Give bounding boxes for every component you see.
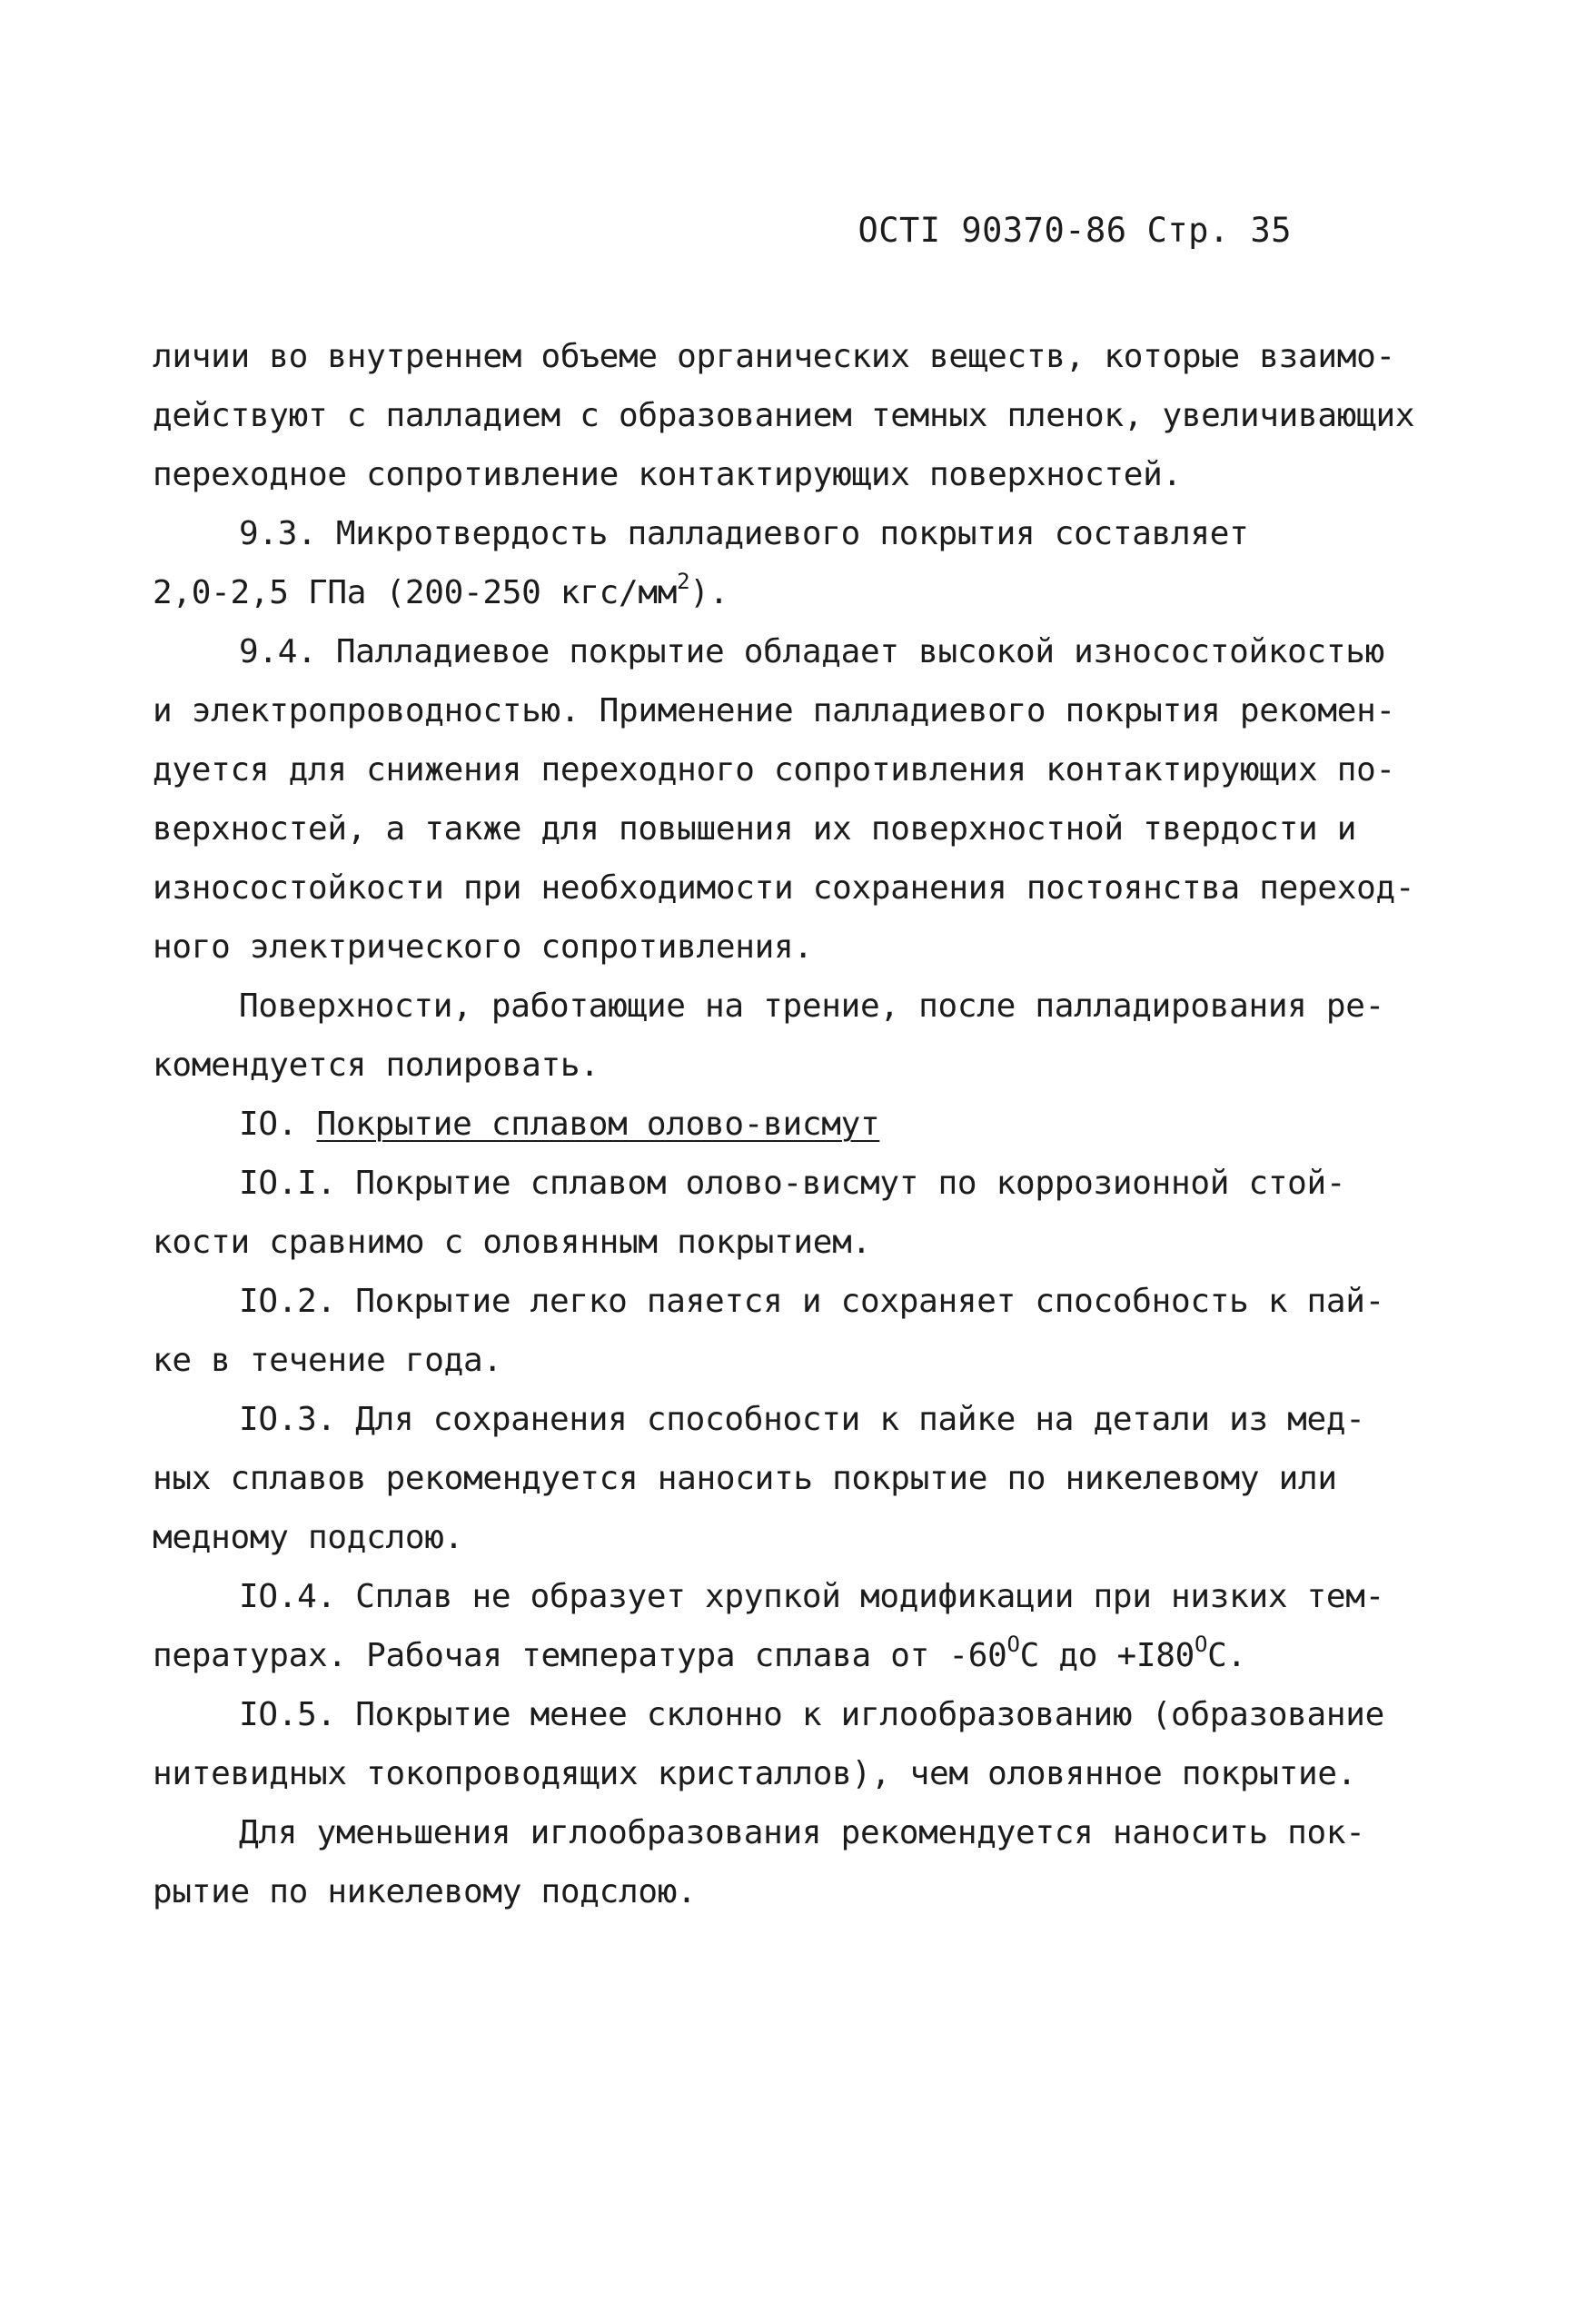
text-line: верхностей, а также для повышения их поверхностной твердости и bbox=[153, 810, 1357, 848]
page-header bbox=[857, 211, 1292, 250]
paragraph-10-1: IO.I. Покрытие сплавом олово-висмут по коррозионной стой- bbox=[239, 1165, 1346, 1202]
text-line: ного электрического сопротивления. bbox=[153, 928, 813, 966]
text-line: износостойкости при необходимости сохранения постоянства переход- bbox=[153, 869, 1415, 907]
section-title: Покрытие сплавом олово-висмут bbox=[316, 1106, 880, 1143]
paragraph-9-4: 9.4. Палладиевое покрытие обладает высокой износостойкостью bbox=[239, 633, 1385, 670]
section-heading-10 bbox=[153, 1095, 1370, 1154]
paragraph-10-5: IO.5. Покрытие менее склонно к иглообразованию (образование bbox=[239, 1696, 1385, 1733]
text-line: переходное сопротивление контактирующих поверхностей. bbox=[153, 456, 1182, 493]
text-line: нитевидных токопроводящих кристаллов), чем оловянное покрытие. bbox=[153, 1755, 1357, 1792]
text-line: 2,0-2,5 ГПа (200-250 кгс/$мм^2$). bbox=[153, 569, 729, 611]
text-line: пературах. Рабочая температура сплава от $-60^ОС$ до $+I80^ОС$. bbox=[153, 1632, 1246, 1674]
page-number: Стр. 35 bbox=[1146, 211, 1292, 250]
text-line: ке в течение года. bbox=[153, 1342, 502, 1379]
paragraph-9-3: 9.3. Микротвердость палладиевого покрытия составляет bbox=[239, 515, 1249, 552]
text-line: рытие по никелевому подслою. bbox=[153, 1873, 697, 1910]
text-line: медному подслою. bbox=[153, 1519, 463, 1556]
text-line: ных сплавов рекомендуется наносить покрытие по никелевому или bbox=[153, 1460, 1337, 1497]
text-line: и электропроводностью. Применение палладиевого покрытия рекомен- bbox=[153, 692, 1395, 729]
section-number: IO. bbox=[239, 1106, 298, 1143]
superscript: 2 bbox=[677, 569, 690, 594]
superscript: О bbox=[1006, 1632, 1020, 1657]
text-line: кости сравнимо с оловянным покрытием. bbox=[153, 1224, 871, 1261]
text-line: действуют с палладием с образованием темных пленок, увеличивающих bbox=[153, 397, 1415, 434]
standard-number: ОСТI 90370-86 bbox=[857, 211, 1127, 250]
text-line: личии во внутреннем объеме органических веществ, которые взаимо- bbox=[153, 338, 1395, 375]
paragraph-10-2: IO.2. Покрытие легко паяется и сохраняет способность к пай- bbox=[239, 1283, 1385, 1320]
paragraph-10-4: IO.4. Сплав не образует хрупкой модификации при низких тем- bbox=[239, 1578, 1385, 1615]
paragraph-10-3: IO.3. Для сохранения способности к пайке на детали из мед- bbox=[239, 1401, 1365, 1438]
paragraph-surfaces: Поверхности, работающие на трение, после палладирования ре- bbox=[239, 987, 1385, 1025]
text-line: дуется для снижения переходного сопротивления контактирующих по- bbox=[153, 751, 1395, 789]
text-line: комендуется полировать. bbox=[153, 1047, 600, 1084]
paragraph-needle-reduction: Для уменьшения иглообразования рекомендуется наносить пок- bbox=[239, 1814, 1365, 1851]
superscript: О bbox=[1194, 1632, 1208, 1657]
document-body bbox=[153, 327, 1415, 1921]
